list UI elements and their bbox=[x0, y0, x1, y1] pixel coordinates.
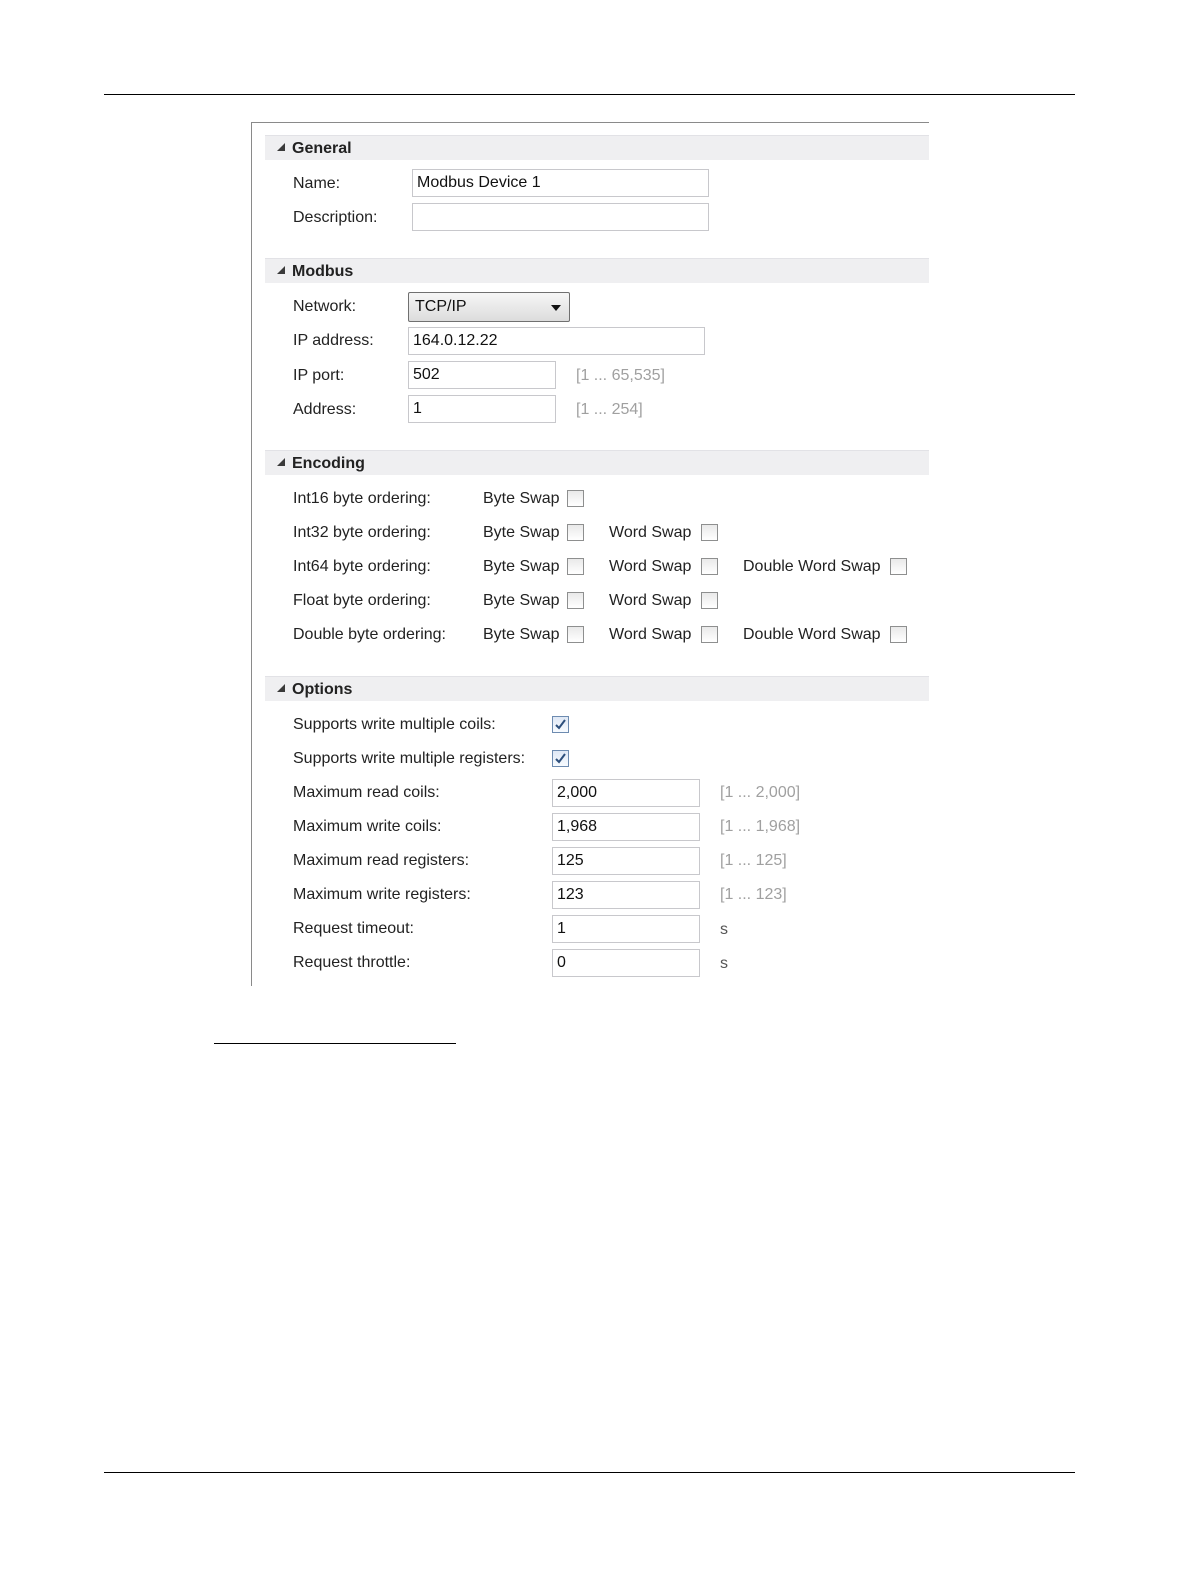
section-encoding[interactable] bbox=[265, 450, 929, 475]
double-word-swap-label: Double Word Swap bbox=[743, 626, 881, 643]
request-timeout-unit: s bbox=[720, 921, 728, 938]
section-title: Options bbox=[292, 681, 353, 698]
dropdown-arrow-icon[interactable] bbox=[551, 305, 561, 311]
network-select[interactable] bbox=[408, 292, 570, 322]
double-double-word-swap-checkbox[interactable] bbox=[890, 626, 907, 643]
int64-ordering-label: Int64 byte ordering: bbox=[293, 558, 431, 575]
section-title: General bbox=[292, 140, 352, 157]
max-write-registers-input[interactable]: 123 bbox=[552, 881, 700, 909]
collapse-triangle-icon[interactable] bbox=[277, 266, 285, 274]
network-label: Network: bbox=[293, 298, 357, 315]
write-multiple-coils-checkbox[interactable] bbox=[552, 716, 569, 733]
double-word-swap-checkbox[interactable] bbox=[701, 626, 718, 643]
max-read-registers-input[interactable]: 125 bbox=[552, 847, 700, 875]
max-read-registers-label: Maximum read registers: bbox=[293, 852, 470, 869]
name-label: Name: bbox=[293, 175, 341, 192]
page-footer-rule bbox=[104, 1472, 1075, 1473]
byte-swap-label: Byte Swap bbox=[483, 524, 560, 541]
max-write-registers-label: Maximum write registers: bbox=[293, 886, 471, 903]
max-write-coils-label: Maximum write coils: bbox=[293, 818, 442, 835]
checkmark-icon bbox=[554, 752, 567, 765]
max-read-registers-range: [1 ... 125] bbox=[720, 852, 787, 869]
network-select-value: TCP/IP bbox=[415, 298, 467, 315]
address-label: Address: bbox=[293, 401, 357, 418]
write-multiple-registers-label: Supports write multiple registers: bbox=[293, 750, 526, 767]
description-input[interactable] bbox=[412, 203, 709, 231]
max-write-coils-input[interactable]: 1,968 bbox=[552, 813, 700, 841]
byte-swap-label: Byte Swap bbox=[483, 558, 560, 575]
double-byte-swap-checkbox[interactable] bbox=[567, 626, 584, 643]
max-write-coils-range: [1 ... 1,968] bbox=[720, 818, 801, 835]
word-swap-label: Word Swap bbox=[609, 626, 692, 643]
max-read-coils-range: [1 ... 2,000] bbox=[720, 784, 801, 801]
address-range: [1 ... 254] bbox=[576, 401, 643, 418]
float-ordering-label: Float byte ordering: bbox=[293, 592, 431, 609]
ip-port-input[interactable]: 502 bbox=[408, 361, 556, 389]
word-swap-label: Word Swap bbox=[609, 524, 692, 541]
max-write-registers-range: [1 ... 123] bbox=[720, 886, 787, 903]
request-throttle-label: Request throttle: bbox=[293, 954, 411, 971]
address-input[interactable]: 1 bbox=[408, 395, 556, 423]
int64-word-swap-checkbox[interactable] bbox=[701, 558, 718, 575]
int16-byte-swap-checkbox[interactable] bbox=[567, 490, 584, 507]
word-swap-label: Word Swap bbox=[609, 558, 692, 575]
request-throttle-unit: s bbox=[720, 955, 728, 972]
ip-port-label: IP port: bbox=[293, 367, 345, 384]
section-options[interactable] bbox=[265, 676, 929, 701]
ip-address-label: IP address: bbox=[293, 332, 374, 349]
int32-byte-swap-checkbox[interactable] bbox=[567, 524, 584, 541]
write-multiple-registers-checkbox[interactable] bbox=[552, 750, 569, 767]
word-swap-label: Word Swap bbox=[609, 592, 692, 609]
collapse-triangle-icon[interactable] bbox=[277, 684, 285, 692]
byte-swap-label: Byte Swap bbox=[483, 626, 560, 643]
double-ordering-label: Double byte ordering: bbox=[293, 626, 446, 643]
checkmark-icon bbox=[554, 718, 567, 731]
description-label: Description: bbox=[293, 209, 378, 226]
int64-byte-swap-checkbox[interactable] bbox=[567, 558, 584, 575]
float-byte-swap-checkbox[interactable] bbox=[567, 592, 584, 609]
int16-ordering-label: Int16 byte ordering: bbox=[293, 490, 431, 507]
collapse-triangle-icon[interactable] bbox=[277, 458, 285, 466]
section-title: Modbus bbox=[292, 263, 354, 280]
section-modbus[interactable] bbox=[265, 258, 929, 283]
device-properties-panel bbox=[251, 122, 929, 986]
write-multiple-coils-label: Supports write multiple coils: bbox=[293, 716, 496, 733]
ip-address-input[interactable]: 164.0.12.22 bbox=[408, 327, 705, 355]
byte-swap-label: Byte Swap bbox=[483, 490, 560, 507]
int32-ordering-label: Int32 byte ordering: bbox=[293, 524, 431, 541]
section-general[interactable] bbox=[265, 135, 929, 160]
max-read-coils-input[interactable]: 2,000 bbox=[552, 779, 700, 807]
section-title: Encoding bbox=[292, 455, 365, 472]
max-read-coils-label: Maximum read coils: bbox=[293, 784, 440, 801]
request-timeout-label: Request timeout: bbox=[293, 920, 414, 937]
float-word-swap-checkbox[interactable] bbox=[701, 592, 718, 609]
request-throttle-input[interactable]: 0 bbox=[552, 949, 700, 977]
name-input[interactable]: Modbus Device 1 bbox=[412, 169, 709, 197]
int64-double-word-swap-checkbox[interactable] bbox=[890, 558, 907, 575]
collapse-triangle-icon[interactable] bbox=[277, 143, 285, 151]
request-timeout-input[interactable]: 1 bbox=[552, 915, 700, 943]
footnote-rule bbox=[214, 1043, 456, 1044]
byte-swap-label: Byte Swap bbox=[483, 592, 560, 609]
page-header-rule bbox=[104, 94, 1075, 95]
ip-port-range: [1 ... 65,535] bbox=[576, 367, 665, 384]
double-word-swap-label: Double Word Swap bbox=[743, 558, 881, 575]
int32-word-swap-checkbox[interactable] bbox=[701, 524, 718, 541]
